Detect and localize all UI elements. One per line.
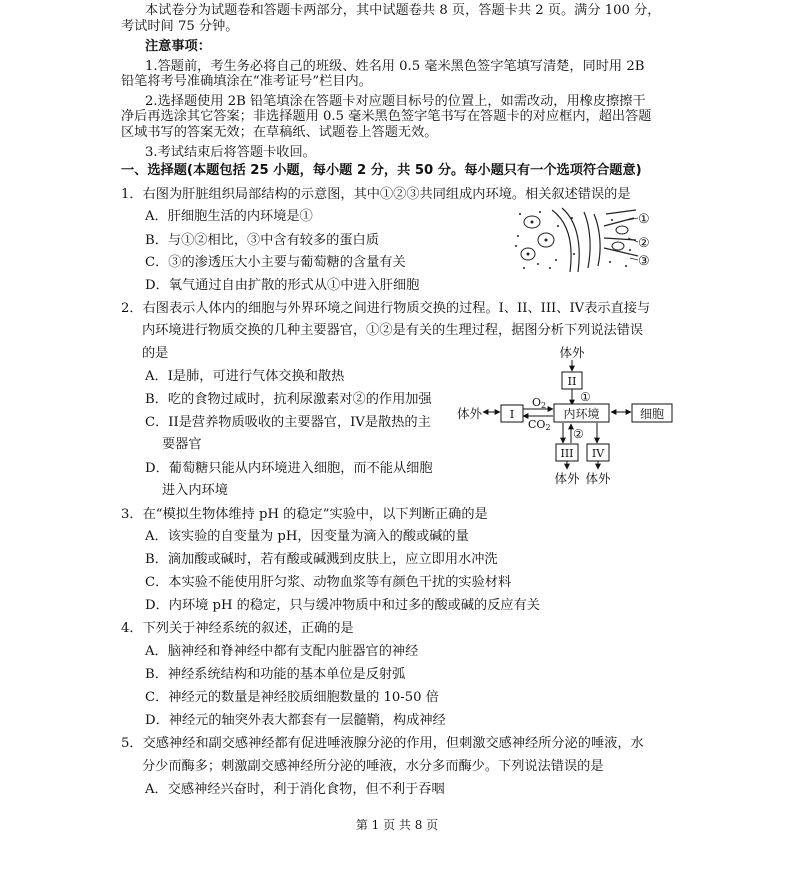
q1-option-c: C．③的渗透压大小主要与葡萄糖的含量有关 — [145, 255, 406, 270]
notice-title: 注意事项： — [145, 39, 211, 54]
fig-mark-1: ① — [580, 390, 591, 404]
q2-stem-line-3: 的是 — [142, 346, 169, 361]
notice-item-2-line-3: 区域书写的答案无效；在草稿纸、试题卷上答题无效。 — [121, 125, 438, 140]
fig-o2: O2 — [532, 396, 547, 410]
q2-stem-line-1: 2．右图表示人体内的细胞与外界环境之间进行物质交换的过程。I、II、III、IV表示直接与 — [121, 301, 651, 316]
q2-option-d-line-1: D．葡萄糖只能从内环境进入细胞，而不能从细胞 — [145, 461, 433, 476]
notice-item-2-line-2: 净后再选涂其它答案；非选择题用 0.5 毫米黑色签字笔书写在答题卡的对应框内，超出答题 — [121, 109, 652, 124]
page-footer: 第 1 页 共 8 页 — [355, 818, 439, 832]
notice-item-1-line-2: 铅笔将考号准确填涂在“准考证号”栏目内。 — [121, 74, 372, 89]
q4-option-c: C．神经元的数量是神经胶质细胞数量的 10-50 倍 — [145, 690, 439, 705]
q5-stem-line-1: 5．交感神经和副交感神经都有促进唾液腺分泌的作用，但刺激交感神经所分泌的唾液，水 — [121, 736, 644, 751]
q4-option-a: A．脑神经和脊神经中都有支配内脏器官的神经 — [145, 644, 419, 659]
q2-stem-line-2: 内环境进行物质交换的几种主要器官，①②是有关的生理过程，据图分析下列说法错误 — [142, 323, 644, 338]
q5-option-a: A．交感神经兴奋时，利于消化食物，但不利于吞咽 — [145, 782, 445, 797]
q3-option-c: C．本实验不能使用肝匀浆、动物血浆等有颜色干扰的实验材料 — [145, 575, 512, 590]
q1-option-d: D．氧气通过自由扩散的形式从①中进入肝细胞 — [145, 278, 420, 293]
q3-option-a: A．该实验的自变量为 pH，因变量为滴入的酸或碱的量 — [145, 529, 469, 544]
notice-item-2-line-1: 2.选择题使用 2B 铅笔填涂在答题卡对应题目标号的位置上，如需改动，用橡皮擦擦干 — [145, 94, 646, 109]
intro-line-1: 本试卷分为试题卷和答题卡两部分，其中试题卷共 8 页，答题卡共 2 页。满分 100 分， — [145, 3, 661, 18]
notice-item-3: 3.考试结束后将答题卡收回。 — [145, 145, 316, 160]
q2-option-c-line-1: C．II是营养物质吸收的主要器官，IV是散热的主 — [145, 415, 431, 430]
q3-option-b: B．滴加酸或碱时，若有酸或碱溅到皮肤上，应立即用水冲洗 — [145, 552, 498, 567]
fig-internal-env: 内环境 — [563, 407, 600, 421]
q2-option-c-line-2: 要器官 — [162, 437, 202, 452]
fig-outside-top: 体外 — [559, 345, 585, 360]
fig-box-3: III — [560, 447, 574, 460]
q4-option-b: B．神经系统结构和功能的基本单位是反射弧 — [145, 667, 406, 682]
q1-fig-label-2: ② — [638, 236, 650, 251]
q1-option-b: B．与①②相比，③中含有较多的蛋白质 — [145, 233, 379, 248]
q1-stem: 1．右图为肝脏组织局部结构的示意图，其中①②③共同组成内环境。相关叙述错误的是 — [121, 187, 631, 202]
intro-line-2: 考试时间 75 分钟。 — [121, 19, 239, 34]
fig-box-4: IV — [591, 447, 605, 460]
q3-option-d: D．内环境 pH 的稳定，只与缓冲物质中和过多的酸或碱的反应有关 — [145, 598, 540, 613]
q2-option-a: A．I是肺，可进行气体交换和散热 — [145, 369, 345, 384]
q3-stem: 3．在“模拟生物体维持 pH 的稳定”实验中，以下判断正确的是 — [121, 507, 488, 522]
fig-mark-2: ② — [573, 427, 584, 441]
fig-outside-bottom-1: 体外 — [554, 471, 580, 486]
fig-box-1: I — [509, 407, 515, 421]
fig-cell: 细胞 — [639, 407, 665, 421]
fig-co2: CO2 — [528, 418, 551, 432]
fig-box-2: II — [567, 374, 577, 388]
liver-tissue-diagram — [512, 206, 662, 274]
q2-option-b: B．吃的食物过咸时，抗利尿激素对②的作用加强 — [145, 392, 432, 407]
q4-option-d: D．神经元的轴突外表大都套有一层髓鞘，构成神经 — [145, 713, 446, 728]
q5-stem-line-2: 分少而酶多；刺激副交感神经所分泌的唾液，水分多而酶少。下列说法错误的是 — [142, 759, 604, 774]
exchange-flow-diagram — [455, 343, 677, 488]
notice-item-1-line-1: 1.答题前，考生务必将自己的班级、姓名用 0.5 毫米黑色签字笔填写清楚，同时用 2B — [145, 59, 645, 74]
section-heading: 一、选择题(本题包括 25 小题，每小题 2 分，共 50 分。每小题只有一个选项符合题意) — [121, 163, 642, 178]
q1-fig-label-3: ③ — [638, 254, 650, 269]
q4-stem: 4．下列关于神经系统的叙述，正确的是 — [121, 621, 354, 636]
q1-fig-label-1: ① — [638, 212, 650, 227]
q1-option-a: A．肝细胞生活的内环境是① — [145, 209, 313, 224]
fig-outside-bottom-2: 体外 — [585, 471, 611, 486]
q2-option-d-line-2: 进入内环境 — [162, 483, 228, 498]
fig-outside-left: 体外 — [457, 406, 483, 421]
